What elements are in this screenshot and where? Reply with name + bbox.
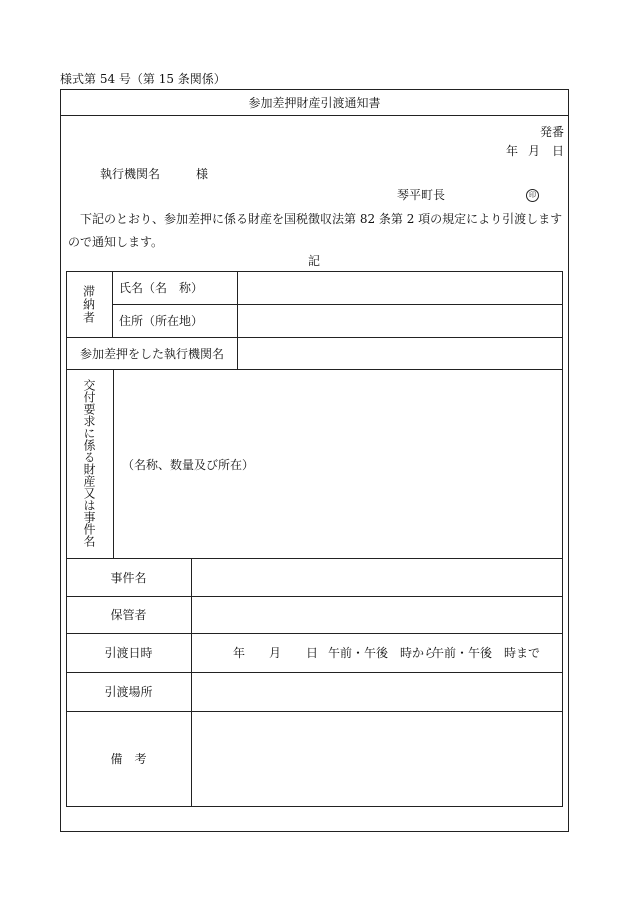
date-month-label: 月 [528, 144, 541, 158]
table-right-border [562, 271, 563, 806]
agency-label: 参加差押をした執行機関名 [80, 346, 225, 361]
property-label: 交付要求に係る財産又は事件名 [82, 379, 96, 547]
address-label: 住所（所在地） [119, 314, 204, 328]
dt-from-label: 午前・午後 時から [328, 645, 437, 660]
dt-day-label: 日 [306, 645, 319, 660]
issue-number-label: 発番 [540, 125, 565, 139]
dt-month-label: 月 [269, 645, 282, 660]
property-divider [113, 369, 114, 558]
date-year-label: 年 [506, 144, 519, 158]
remarks-label: 備 考 [110, 752, 147, 766]
delinquent-label: 滞納者 [81, 284, 96, 324]
body-text: 下記のとおり、参加差押に係る財産を国税徴収法第 82 条第 2 項の規定により引渡しますので通知します。 [68, 212, 563, 249]
addressee-honorific: 様 [196, 167, 209, 181]
property-hint: （名称、数量及び所在） [122, 457, 255, 472]
addressee-label: 執行機関名 [100, 167, 161, 181]
seal-icon [526, 186, 539, 202]
date-day-label: 日 [552, 144, 565, 158]
dt-to-label: 午前・午後 時まで [432, 645, 541, 660]
document-title [60, 89, 569, 116]
form-number: 様式第 54 号（第 15 条関係） [60, 72, 226, 86]
document-title-text: 参加差押財産引渡通知書 [248, 95, 381, 110]
label-value-divider-top [237, 271, 238, 369]
issuer-name: 琴平町長 [397, 188, 446, 202]
custodian-label: 保管者 [110, 608, 147, 622]
dt-year-label: 年 [233, 645, 246, 660]
delivery-place-label: 引渡場所 [104, 685, 153, 699]
seal-text: 印 [526, 189, 539, 202]
name-label: 氏名（名 称） [119, 281, 204, 295]
agency-bottom-line [66, 369, 562, 370]
delivery-datetime-label: 引渡日時 [104, 646, 153, 660]
table-bottom-border [66, 806, 563, 807]
case-label: 事件名 [110, 570, 147, 585]
ki-label: 記 [308, 254, 321, 268]
